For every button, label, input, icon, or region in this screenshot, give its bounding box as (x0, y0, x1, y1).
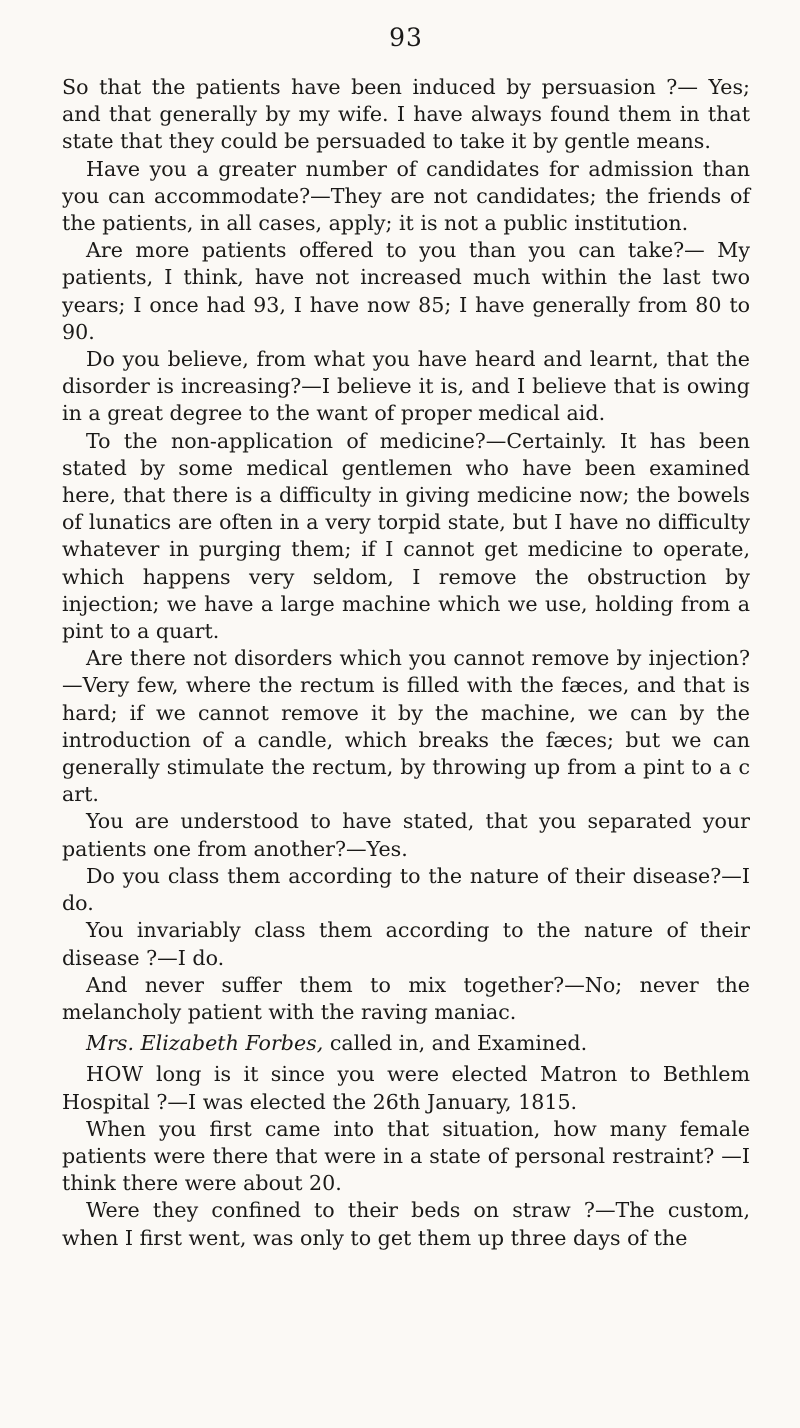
paragraph-1: So that the patients have been induced by persuasion ?— Yes; and that generally by my wife. I have always found them in that state that they could be persuaded to take it by gentle means. (62, 75, 750, 154)
paragraph-11 (62, 1061, 750, 1115)
opening-word: HOW (86, 1062, 144, 1087)
paragraph-12: When you first came into that situation, how many female patients were there that were in a state of personal restraint? —I think there were about 20. (62, 1116, 750, 1196)
paragraph-6: Are there not disorders which you cannot remove by injection?—Very few, where the rectum is filled with the fæces, and that is hard; if we cannot remove it by the machine, we can by the introduction of a candle, which breaks the fæces; but we can generally stimulate the rectum, by throwing up from a pint to a c art. (62, 646, 750, 807)
paragraph-3: Are more patients offered to you than you can take?— My patients, I think, have not increased much within the last two years; I once had 93, I have now 85; I have generally from 80 to 90. (62, 238, 750, 344)
page-number: 93 (389, 23, 423, 52)
body-text (62, 74, 750, 1252)
paragraph-7: You are understood to have stated, that you separated your patients one from another?—Yes. (62, 809, 750, 861)
witness-name: Mrs. Elizabeth Forbes, (86, 1031, 324, 1056)
witness-heading (62, 1030, 750, 1057)
paragraph-4: Do you believe, from what you have heard and learnt, that the disorder is increasing?—I believe it is, and I believe that is owing in a great degree to the want of proper medical aid. (62, 347, 750, 426)
paragraph-5: To the non-application of medicine?—Certainly. It has been stated by some medical gentlemen who have been examined here, that there is a difficulty in giving medicine now; the bowels of lunatics are often in a very torpid state, but I have no difficulty whatever in purging them; if I cannot get medicine to operate, which happens very seldom, I remove the obstruction by injection; we have a large machine which we use, holding from a pint to a quart. (62, 428, 750, 644)
paragraph-2: Have you a greater number of candidates for admission than you can accommodate?—They are not candidates; the friends of the patients, in all cases, apply; it is not a public institution. (62, 156, 750, 236)
paragraph-13: Were they confined to their beds on straw ?—The custom, when I first went, was only to get them up three days of the (62, 1198, 750, 1250)
paragraph-8: Do you class them according to the nature of their disease?—I do. (62, 863, 750, 916)
paragraph-9: You invariably class them according to the nature of their disease ?—I do. (62, 918, 750, 970)
witness-heading-rest: called in, and Examined. (323, 1031, 588, 1056)
paragraph-11-rest: long is it since you were elected Matron to Bethlem Hospital ?—I was elected the 26th January, 1815. (62, 1062, 750, 1114)
paragraph-10: And never suffer them to mix together?—No; never the melancholy patient with the raving maniac. (62, 972, 750, 1024)
